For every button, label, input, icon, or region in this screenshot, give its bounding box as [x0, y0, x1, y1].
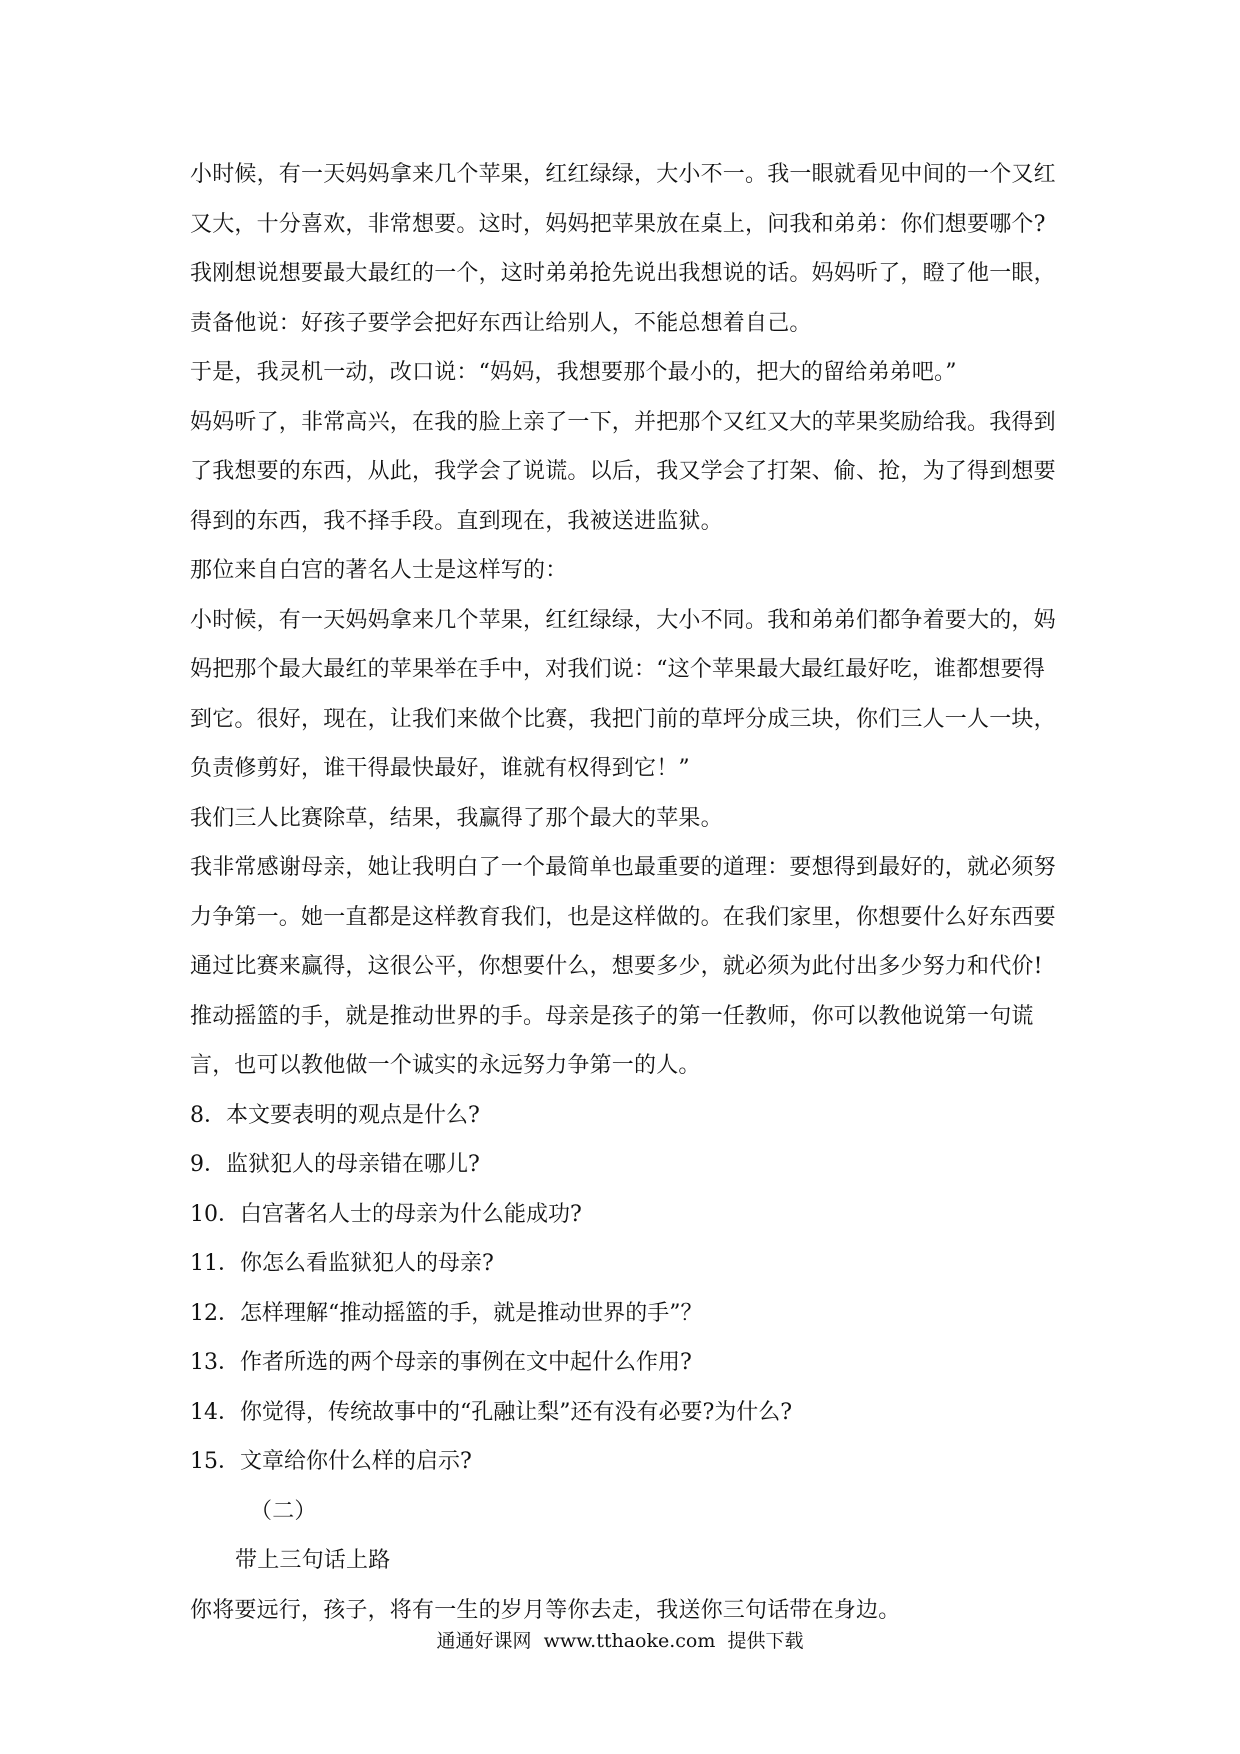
question-item: 12．怎样理解“推动摇篮的手，就是推动世界的手”？ — [190, 1300, 703, 1326]
section-title: 带上三句话上路 — [235, 1548, 391, 1573]
question-item: 9．监狱犯人的母亲错在哪儿? — [190, 1152, 480, 1177]
section-first-line: 你将要远行，孩子，将有一生的岁月等你去走，我送你三句话带在身边。 — [190, 1597, 901, 1623]
story-a-paragraph-1: 小时候，有一天妈妈拿来几个苹果，红红绿绿，大小不一。我一眼就看见中间的一个又红又大，十分喜欢，非常想要。这时，妈妈把苹果放在桌上，问我和弟弟：你们想要哪个?我刚想说想要最大最红的一个，这时弟弟抢先说出我想说的话。妈妈听了，瞪了他一眼，责备他说：好孩子要学会把好东西让给别人，不能总想着自己。 — [190, 162, 1056, 336]
question-list — [190, 1091, 1056, 1487]
question-item: 14．你觉得，传统故事中的“孔融让梨”还有没有必要?为什么? — [190, 1399, 793, 1425]
document-body — [190, 150, 1056, 1635]
conclusion-paragraph: 推动摇篮的手，就是推动世界的手。母亲是孩子的第一任教师，你可以教他说第一句谎言，也可以教他做一个诚实的永远努力争第一的人。 — [190, 1003, 1034, 1078]
page-footer — [0, 1627, 1240, 1655]
story-b-paragraph-2: 我们三人比赛除草，结果，我赢得了那个最大的苹果。 — [190, 805, 723, 831]
section-marker: （二） — [250, 1498, 317, 1524]
story-b-paragraph-3: 我非常感谢母亲，她让我明白了一个最简单也最重要的道理：要想得到最好的，就必须努力争第一。她一直都是这样教育我们，也是这样做的。在我们家里，你想要什么好东西要通过比赛来赢得，这很公平，你想要什么，想要多少，就必须为此付出多少努力和代价! — [190, 855, 1056, 979]
transition-line: 那位来自白宫的著名人士是这样写的： — [190, 558, 568, 583]
footer-site-name: 通通好课网 — [436, 1630, 532, 1652]
footer-suffix: 提供下载 — [727, 1630, 804, 1652]
question-item: 15．文章给你什么样的启示? — [190, 1449, 472, 1474]
story-a-paragraph-3: 妈妈听了，非常高兴，在我的脸上亲了一下，并把那个又红又大的苹果奖励给我。我得到了我想要的东西，从此，我学会了说谎。以后，我又学会了打架、偷、抢，为了得到想要得到的东西，我不择手段。直到现在，我被送进监狱。 — [190, 409, 1056, 534]
story-b-paragraph-1: 小时候，有一天妈妈拿来几个苹果，红红绿绿，大小不同。我和弟弟们都争着要大的，妈妈把那个最大最红的苹果举在手中，对我们说：“这个苹果最大最红最好吃，谁都想要得到它。很好，现在，让我们来做个比赛，我把门前的草坪分成三块，你们三人一人一块，负责修剪好，谁干得最快最好，谁就有权得到它！” — [190, 607, 1056, 781]
footer-site-url: www.tthaoke.com — [543, 1630, 716, 1652]
question-item: 11．你怎么看监狱犯人的母亲? — [190, 1251, 494, 1276]
question-item: 10．白宫著名人士的母亲为什么能成功? — [190, 1201, 582, 1227]
question-item: 13．作者所选的两个母亲的事例在文中起什么作用? — [190, 1350, 692, 1375]
story-a-paragraph-2: 于是，我灵机一动，改口说：“妈妈，我想要那个最小的，把大的留给弟弟吧。” — [190, 360, 957, 385]
question-item: 8．本文要表明的观点是什么? — [190, 1102, 480, 1128]
